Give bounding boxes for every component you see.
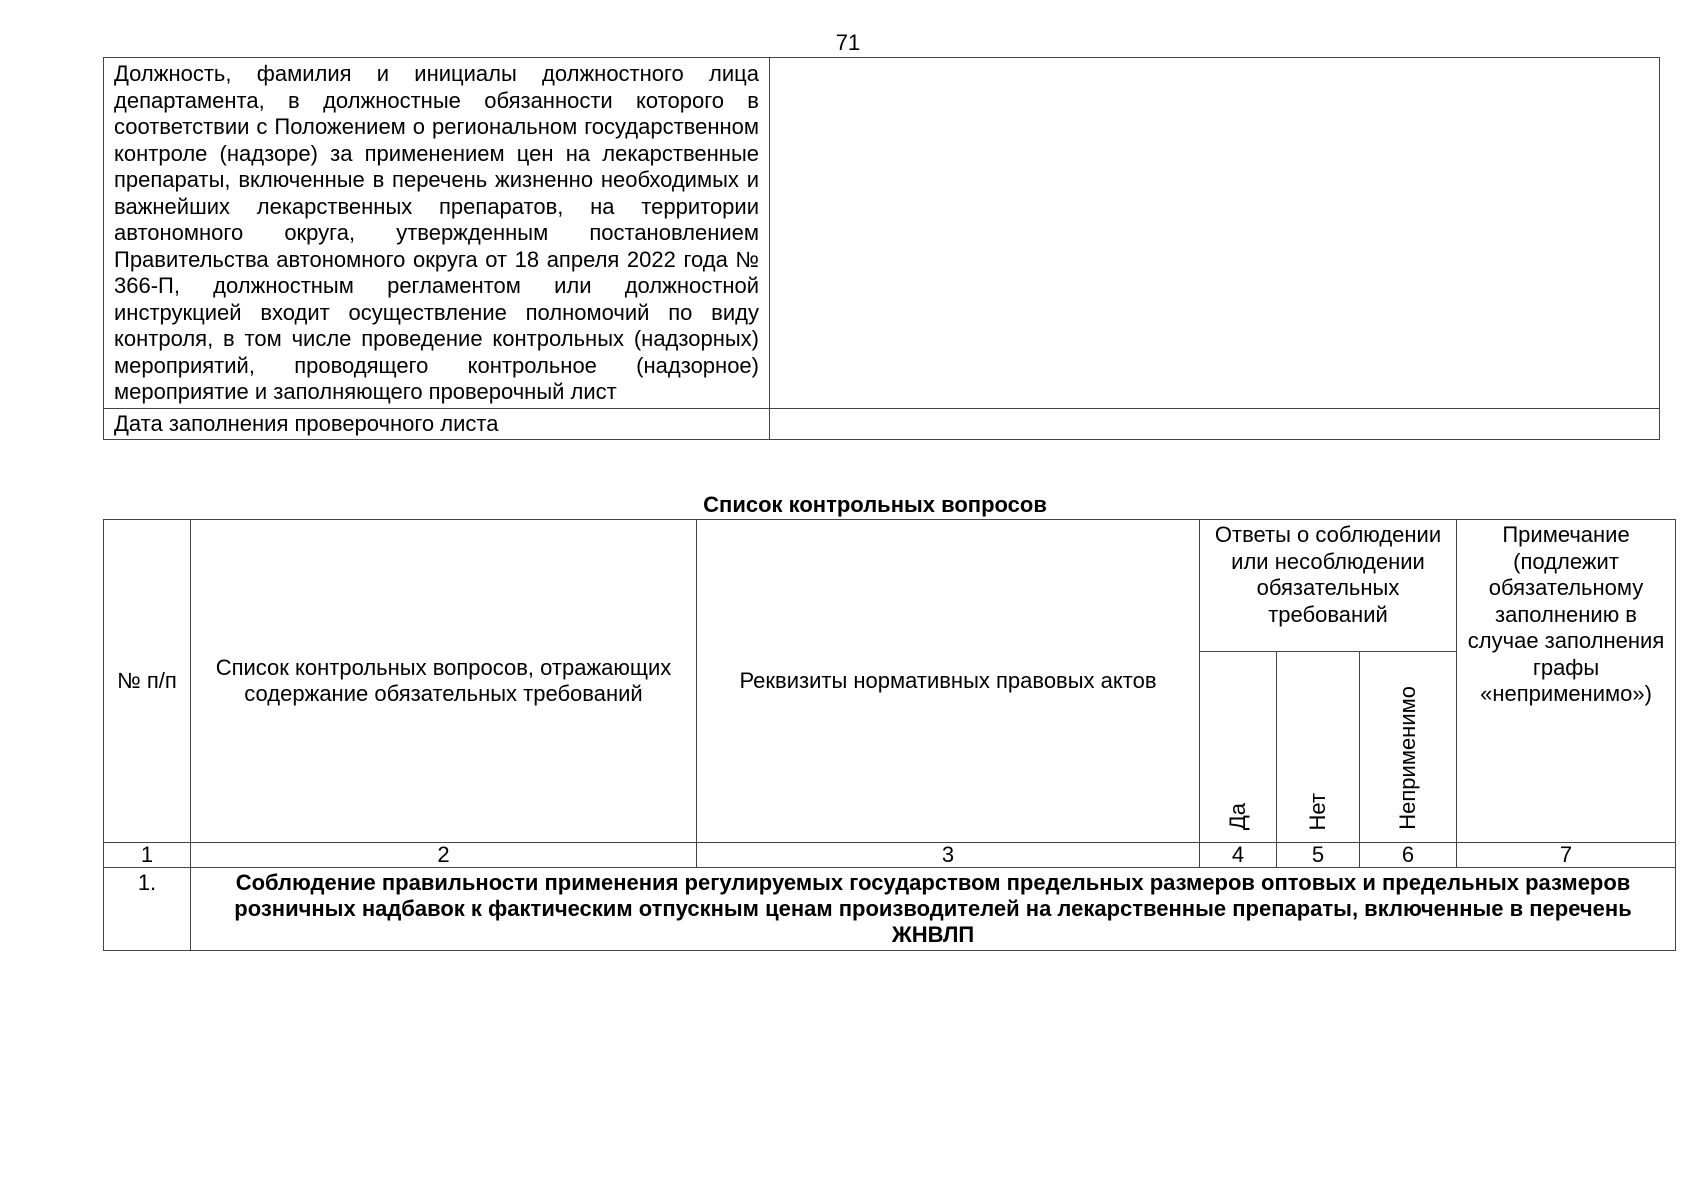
column-number: 2 <box>191 843 697 868</box>
date-label: Дата заполнения проверочного листа <box>104 408 770 439</box>
header-row-top <box>104 520 1676 652</box>
header-yes-cell <box>1200 652 1277 843</box>
section-number: 1. <box>104 868 191 951</box>
header-note: Примечание (подлежит обязательному заполнению в случае заполнения графы «неприменимо») <box>1457 520 1676 843</box>
header-requisites: Реквизиты нормативных правовых актов <box>697 520 1200 843</box>
header-not-applicable: Неприменимо <box>1395 686 1421 830</box>
header-number: № п/п <box>104 520 191 843</box>
column-number-row <box>104 843 1676 868</box>
column-number: 6 <box>1360 843 1457 868</box>
column-number: 1 <box>104 843 191 868</box>
official-value-cell[interactable] <box>770 58 1660 409</box>
page-number: 71 <box>835 30 861 55</box>
header-questions: Список контрольных вопросов, отражающих содержание обязательных требований <box>191 520 697 843</box>
date-row <box>104 408 1660 439</box>
column-number: 5 <box>1277 843 1360 868</box>
column-number: 7 <box>1457 843 1676 868</box>
checklist-title: Список контрольных вопросов <box>703 492 1047 517</box>
header-yes: Да <box>1225 802 1250 830</box>
checklist-table <box>103 519 1676 951</box>
header-not-applicable-cell <box>1360 652 1457 843</box>
section-text: Соблюдение правильности применения регулируемых государством предельных размеров оптовых и предельных размеров розничных надбавок к фактическим отпускным ценам производителей на лекарственные препараты, включенные в перечень ЖНВЛП <box>191 868 1676 951</box>
header-answers: Ответы о соблюдении или несоблюдении обязательных требований <box>1200 520 1457 652</box>
date-value-cell[interactable] <box>770 408 1660 439</box>
official-info-table <box>103 57 1660 440</box>
column-number: 3 <box>697 843 1200 868</box>
header-no: Нет <box>1305 792 1330 830</box>
header-no-cell <box>1277 652 1360 843</box>
official-label: Должность, фамилия и инициалы должностного лица департамента, в должностные обязанности которого в соответствии с Положением о региональном государственном контроле (надзоре) за применением цен на лекарственные препараты, включенные в перечень жизненно необходимых и важнейших лекарственных препаратов, на территории автономного округа, утвержденным постановлением Правительства автономного округа от 18 апреля 2022 года № 366-П, должностным регламентом или должностной инструкцией входит осуществление полномочий по виду контроля, в том числе проведение контрольных (надзорных) мероприятий, проводящего контрольное (надзорное) мероприятие и заполняющего проверочный лист <box>104 58 770 409</box>
official-row <box>104 58 1660 409</box>
section-row <box>104 868 1676 951</box>
column-number: 4 <box>1200 843 1277 868</box>
